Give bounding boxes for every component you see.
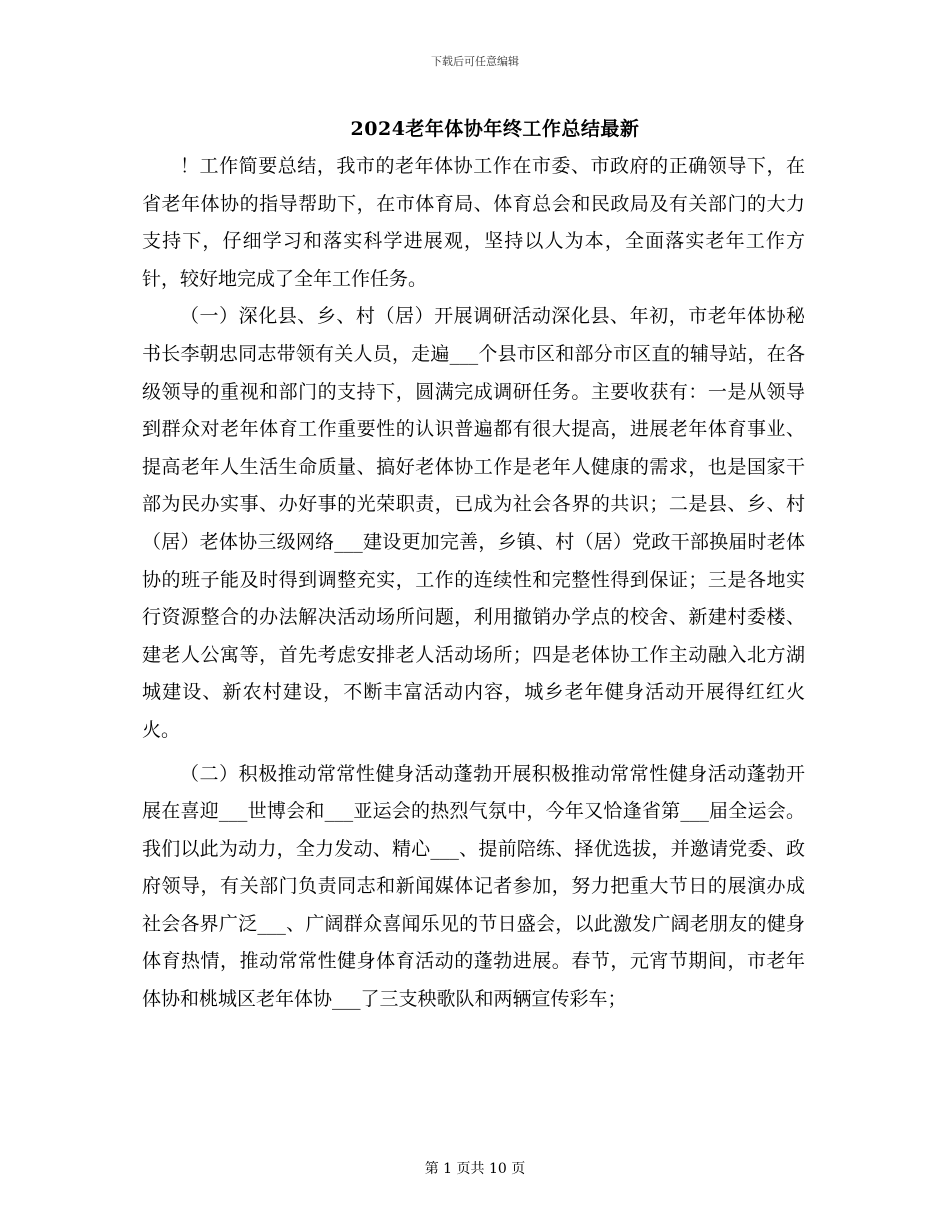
paragraph-3: （二）积极推动常常性健身活动蓬勃开展积极推动常常性健身活动蓬勃开展在喜迎___世博会和___亚运会的热烈气氛中，今年又恰逢省第___届全运会。我们以此为动力，全力发动、精心___、提前陪练、择优选拔，并邀请党委、政府领导，有关部门负责同志和新闻媒体记者参加，努力把重大节日的展演办成社会各界广泛___、广阔群众喜闻乐见的节日盛会，以此激发广阔老朋友的健身体育热情，推动常常性健身体育活动的蓬勃进展。春节，元宵节期间，市老年体协和桃城区老年体协___了三支秧歌队和两辆宣传彩车； — [142, 762, 805, 1011]
paragraph-2: （一）深化县、乡、村（居）开展调研活动深化县、年初，市老年体协秘书长李朝忠同志带领有关人员，走遍___个县市区和部分市区直的辅导站，在各级领导的重视和部门的支持下，圆满完成调研任务。主要收获有：一是从领导到群众对老年体育工作重要性的认识普遍都有很大提高，进展老年体育事业、提高老年人生活生命质量、搞好老体协工作是老年人健康的需求，也是国家干部为民办实事、办好事的光荣职责，已成为社会各界的共识；二是县、乡、村（居）老体协三级网络___建设更加完善，乡镇、村（居）党政干部换届时老体协的班子能及时得到调整充实，工作的连续性和完整性得到保证；三是各地实行资源整合的办法解决活动场所问题，利用撤销办学点的校舍、新建村委楼、建老人公寓等，首先考虑安排老人活动场所；四是老体协工作主动融入北方湖城建设、新农村建设，不断丰富活动内容，城乡老年健身活动开展得红红火火。 — [142, 305, 805, 741]
document-title: 2024老年体协年终工作总结最新 — [350, 118, 640, 140]
header-note: 下载后可任意编辑 — [431, 55, 519, 68]
page-number-footer: 第 1 页共 10 页 — [424, 1161, 526, 1177]
document-body — [142, 148, 805, 1019]
paragraph-1: ！工作简要总结，我市的老年体协工作在市委、市政府的正确领导下，在省老年体协的指导帮助下，在市体育局、体育总会和民政局及有关部门的大力支持下，仔细学习和落实科学进展观，坚持以人为本，全面落实老年工作方针，较好地完成了全年工作任务。 — [142, 155, 805, 290]
